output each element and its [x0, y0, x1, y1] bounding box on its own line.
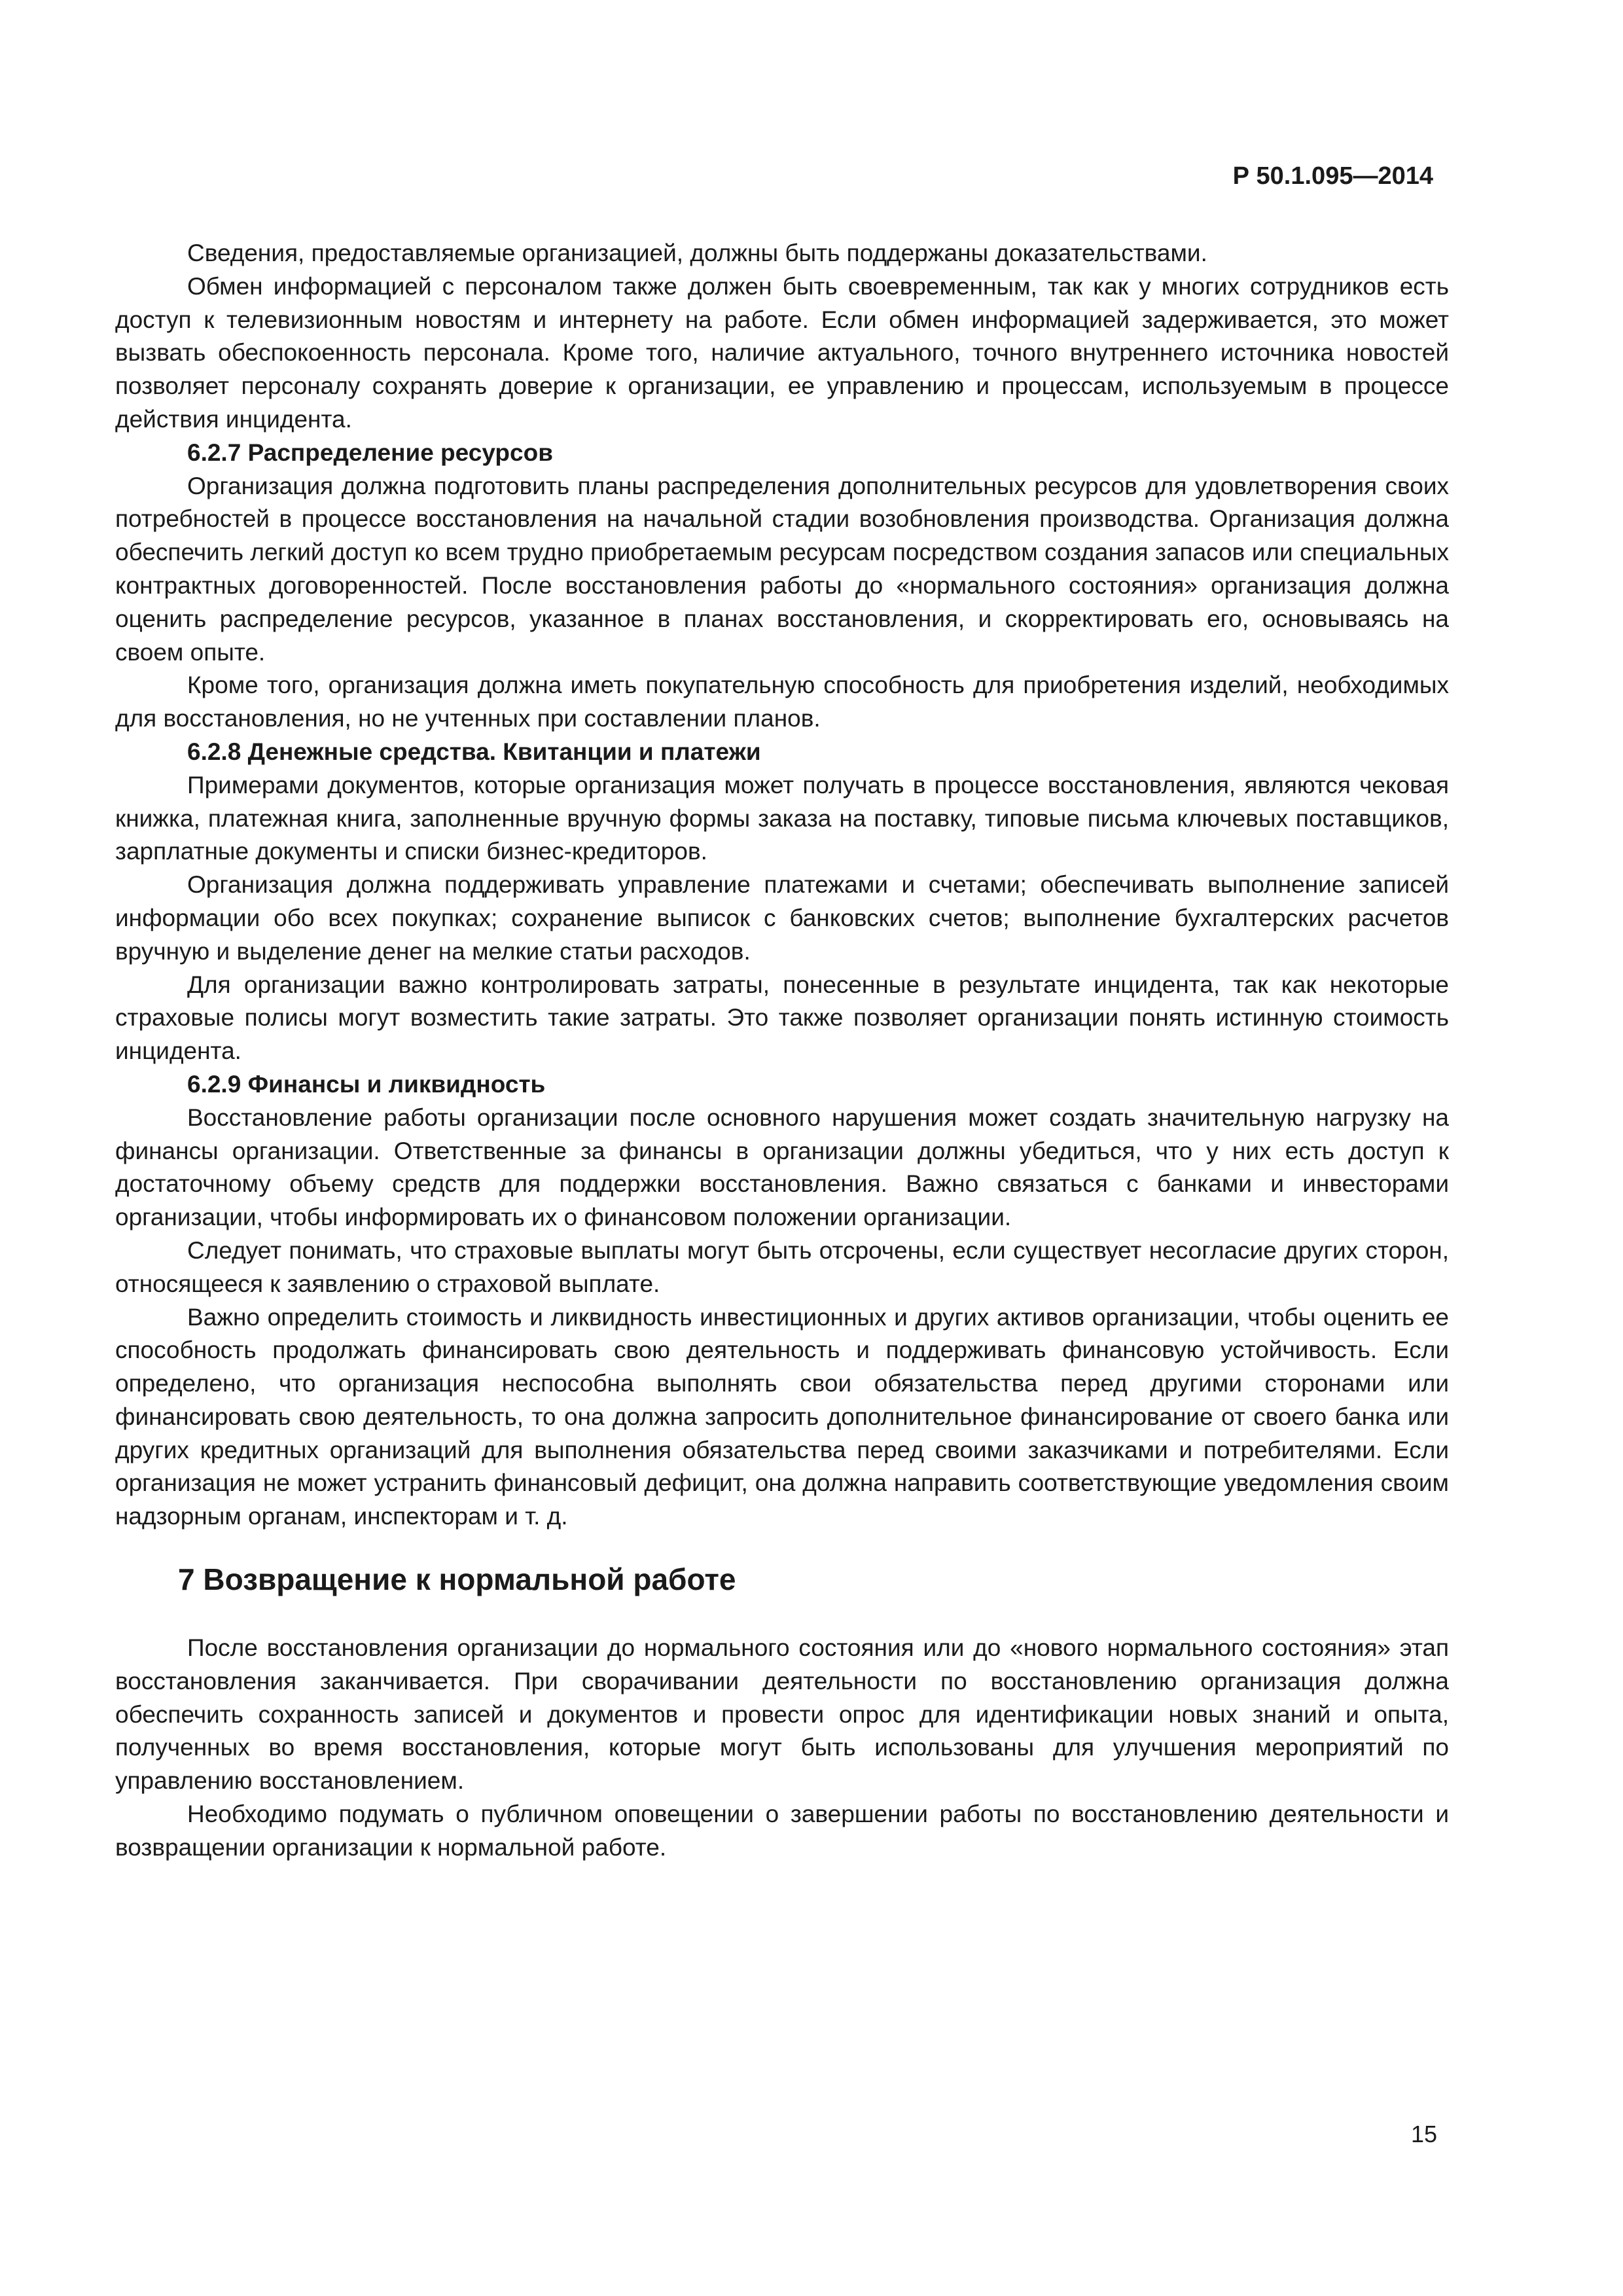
subsection-heading-6-2-9: 6.2.9 Финансы и ликвидность [187, 1070, 546, 1098]
paragraph: Примерами документов, которые организация может получать в процессе восстановления, являются чековая книжка, платежная книга, заполненные вручную формы заказа на поставку, типовые письма ключевых поставщиков, зарплатные документы и списки бизнес-кредиторов. [115, 771, 1449, 865]
paragraph: Организация должна подготовить планы распределения дополнительных ресурсов для удовлетворения своих потребностей в процессе восстановления на начальной стадии возобновления производства. Организация должна обеспечить легкий доступ ко всем трудно приобретаемым ресурсам посредством создания запасов или специальных контрактных договоренностей. После восстановления работы до «нормального состояния» организация должна оценить распределение ресурсов, указанное в планах восстановления, и скорректировать его, основываясь на своем опыте. [115, 472, 1449, 666]
paragraph: Восстановление работы организации после основного нарушения может создать значительную нагрузку на финансы организации. Ответственные за финансы в организации должны убедиться, что у них есть доступ к достаточному объему средств для поддержки восстановления. Важно связаться с банками и инвесторами организации, чтобы информировать их о финансовом положении организации. [115, 1103, 1449, 1231]
paragraph: Для организации важно контролировать затраты, понесенные в результате инцидента, так как некоторые страховые полисы могут возместить такие затраты. Это также позволяет организации понять истинную стоимость инцидента. [115, 971, 1449, 1065]
paragraph: Необходимо подумать о публичном оповещении о завершении работы по восстановлению деятельности и возвращении организации к нормальной работе. [115, 1801, 1449, 1861]
section-heading-7: 7 Возвращение к нормальной работе [178, 1562, 736, 1597]
document-body [115, 237, 1449, 1865]
paragraph: Организация должна поддерживать управление платежами и счетами; обеспечивать выполнение записей информации обо всех покупках; сохранение выписок с банковских счетов; выполнение бухгалтерских расчетов вручную и выделение денег на мелкие статьи расходов. [115, 871, 1449, 965]
document-code: Р 50.1.095—2014 [1232, 162, 1433, 190]
paragraph: Кроме того, организация должна иметь покупательную способность для приобретения изделий, необходимых для восстановления, но не учтенных при составлении планов. [115, 672, 1449, 732]
subsection-heading-6-2-7: 6.2.7 Распределение ресурсов [187, 439, 553, 466]
paragraph: Важно определить стоимость и ликвидность инвестиционных и других активов организации, чтобы оценить ее способность продолжать финансировать свою деятельность и поддерживать финансовую устойчивость. Если определено, что организация неспособна выполнять свои обязательства перед другими сторонами или финансировать свою деятельность, то она должна запросить дополнительное финансирование от своего банка или других кредитных организаций для выполнения обязательства перед своими заказчиками и потребителями. Если организация не может устранить финансовый дефицит, она должна направить соответствующие уведомления своим надзорным органам, инспекторам и т. д. [115, 1303, 1449, 1530]
paragraph: Сведения, предоставляемые организацией, должны быть поддержаны доказательствами. [187, 240, 1207, 266]
paragraph: После восстановления организации до нормального состояния или до «нового нормального состояния» этап восстановления заканчивается. При сворачивании деятельности по восстановлению организация должна обеспечить сохранность записей и документов и провести опрос для идентификации новых знаний и опыта, полученных во время восстановления, которые могут быть использованы для улучшения мероприятий по управлению восстановлением. [115, 1634, 1449, 1795]
paragraph: Обмен информацией с персоналом также должен быть своевременным, так как у многих сотрудников есть доступ к телевизионным новостям и интернету на работе. Если обмен информацией задерживается, это может вызвать обеспокоенность персонала. Кроме того, наличие актуального, точного внутреннего источника новостей позволяет персоналу сохранять доверие к организации, ее управлению и процессам, используемым в процессе действия инцидента. [115, 272, 1449, 433]
paragraph: Следует понимать, что страховые выплаты могут быть отсрочены, если существует несогласие других сторон, относящееся к заявлению о страховой выплате. [115, 1236, 1449, 1297]
page-number: 15 [1410, 2121, 1437, 2147]
subsection-heading-6-2-8: 6.2.8 Денежные средства. Квитанции и платежи [187, 738, 761, 765]
